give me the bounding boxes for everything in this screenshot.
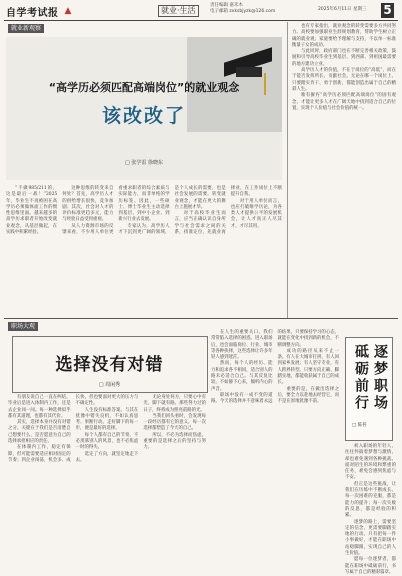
- paragraph: 无论身处何方，只要心中有光，脚下就有路。那些努力过的日子，终将成为照亮前路的光。: [143, 395, 206, 413]
- paragraph: 逐梦的路上，需要坚定的信念，更需要脚踏实地的行动。只有把每一件小事做好，才能在职场中站稳脚跟，实现自己的人生价值。: [345, 519, 396, 557]
- headline-banner: [6, 37, 282, 180]
- paragraph: 对于高校毕业生而言，应当正确认识自身所学与社会需求之间的关系，找准定位，先就业再择业，在工作岗位上不断提升自我。: [174, 186, 282, 236]
- editor-info: [210, 3, 275, 15]
- page-number: 5: [381, 3, 394, 18]
- section-kicker: 职场大观: [8, 322, 38, 331]
- paragraph: 从人力资源市场的反馈来看，不少用人单位更看重求职者的综合素质与实际能力，而非单纯的学历标签。因此，一些硕士、博士毕业生主动选择到基层、到中小企业、到新兴行业去发展。: [62, 186, 170, 236]
- paper-name: 自学考试报: [6, 7, 59, 19]
- paragraph: 对于用人单位而言，也应打破唯学历论，为各类人才提供公平的发展机会，让人才真正人尽其才、才尽其用。: [230, 198, 282, 229]
- headline-main: 该改改了: [101, 105, 186, 127]
- article-body: [6, 186, 282, 312]
- column-divider: [287, 22, 288, 318]
- headline-top: “高学历必须匹配高端岗位”的就业观念: [48, 81, 240, 94]
- article-body: [211, 330, 339, 560]
- paragraph: 高学历人才的价值，不在于岗位的“高低”，而在于能否发挥所长、贡献社会。无论在哪一个岗位上，只要踏实肯干、勇于创新，都能创造出属于自己的精彩人生。: [292, 68, 396, 92]
- paragraph: 职场中没有一成不变的道路。今天的选择并不意味着永远的结果，只要保持学习的心态，就能在变化中找到新的机会，不断调整方向。: [211, 330, 339, 405]
- paragraph: 在体制内工作，稳定有保障，但可能需要适应相对固定的节奏；到企业闯荡，机会多、成长快，但也要面对更大的压力与不确定性。: [8, 395, 139, 463]
- paragraph: 与此同时，政府部门也在不断完善相关政策，鼓励和引导高校毕业生到基层、到西部、到祖国最需要的地方建功立业。: [292, 49, 396, 67]
- paragraph: “不做985/211的，这是最后一战！”2025年，毕业生不再被困在高学历必须做体面工作的惯性思维里面。越来越多的高学历求职者开始改变就业观念，从基层做起，在实践中积累经验。: [6, 186, 58, 236]
- paragraph: 有朋友说自己一直在纠结，毕业后是进入体制内工作，还是去企业闯一闯。每一种选择似乎都有其道理，也都有其代价。: [8, 395, 71, 419]
- section-divider: [4, 318, 398, 319]
- paragraph: 专家认为，高学历人才下沉到更广阔的领域，是个人成长的需要，也是社会发展的需要。转变就业观念，才能在更大的舞台上施展才华。: [118, 186, 226, 236]
- paragraph: 愿每一位逐梦者，都能在职场中砥砺前行，书写属于自己的精彩篇章。: [345, 557, 396, 575]
- paragraph: 但正是这些挑战，让我们在历练中不断成长。每一次困难的克服，都是能力的提升；每一次失败的反思，都是经验的积累。: [345, 481, 396, 519]
- paragraph: 每个人都有自己的节奏，不必羡慕别人的风景，也不必焦虑一时的得失。: [75, 432, 139, 451]
- issue-date: 2025年6月11日 星期三: [318, 7, 367, 12]
- paragraph: 当我们回头看时，会发现每一段经历都有它的意义，每一次选择都塑造了今天的自己。: [143, 413, 206, 432]
- paragraph: 这种思维的转变来自何处？首先，高学历人才的供给增长很快，竞争加剧；其次，社会对人才的评价标准更趋多元，能力与经验日益受到重视。: [62, 186, 114, 223]
- vertical-title-line2: 砥砺前行: [353, 344, 369, 412]
- section-kicker: 就业新观察: [8, 24, 44, 33]
- section-tag: 就业·生活: [158, 5, 199, 17]
- paragraph: 所以，不必为选择而焦虑，重要的是选择之后的坚持与努力。: [143, 432, 206, 451]
- paragraph: 成功的路径从来不止一条。有人在大城市打拼，有人回到家乡发展；有人坚守专业，有人跨界转型。只要方向正确、脚踏实地，都能收获属于自己的成长。: [277, 348, 339, 386]
- right-column: [292, 24, 396, 314]
- paragraph: 人生没有标准答案。与其在犹豫中错失良机，不如认真思考、果断行动。走好脚下的每一步，便是最好的选择。: [75, 407, 139, 432]
- cap-base: [236, 67, 262, 77]
- paragraph: 选定了方向，就坚定地走下去。: [75, 451, 139, 463]
- vertical-title-line1: 逐梦职场: [372, 344, 388, 412]
- paragraph: 在人生的重要关口，我们常常陷入选择的困惑。进入职场后，也会面临岗位、行业、城市等各种抉择，这些选择让许多年轻人感到迷茫。: [211, 330, 273, 361]
- editor-email: 电子邮箱 zxksbjyzk@126.com: [210, 9, 276, 14]
- article-body: [8, 395, 206, 560]
- paragraph: 然而，每个人的经历、能力和追求各不相同，适合别人的路未必适合自己。与其反复比较，不如静下心来，倾听内心的声音。: [211, 361, 273, 392]
- article-body: [345, 444, 396, 575]
- editor-name: 责任编辑 嘉禾木: [210, 3, 243, 8]
- masthead: [6, 4, 71, 18]
- article-headline: 选择没有对错: [55, 355, 164, 375]
- pin-icon: ▲: [64, 6, 72, 16]
- header-rule: [4, 20, 398, 21]
- paragraph: 唯有摒弃“高学历必须匹配高端岗位”的固有观念，才能让更多人才在广阔天地中找到适合自己的位置，实现个人价值与社会价值的统一。: [292, 93, 396, 111]
- paragraph: 重要的是，在做出选择之后，要全力以赴地去经营它，而不是在原地犹豫不前。: [277, 386, 339, 405]
- paragraph: 也有专家指出，就业观念的转变需要多方共同努力。高校要加强职业生涯规划教育，帮助学生树立正确的就业观；家庭要给予理解与支持，不以单一标准衡量子女的成功。: [292, 24, 396, 48]
- byline: □ 陈苔: [352, 423, 367, 428]
- paragraph: 其实，选择本身并没有对错之分。关键在于我们是否清楚自己想要什么，是否愿意为自己的选择承担相应的责任。: [8, 420, 71, 445]
- byline: □ 周闲秀: [98, 382, 121, 388]
- paragraph: 初入职场的年轻人，往往怀揣着梦想与激情，却也难免遇到各种挑战。面对陌生的环境和繁重的任务，难免会感到焦虑与不安。: [345, 444, 396, 481]
- byline: □ 张学雷 徐晓东: [125, 160, 163, 166]
- vertical-title-box: [345, 337, 393, 441]
